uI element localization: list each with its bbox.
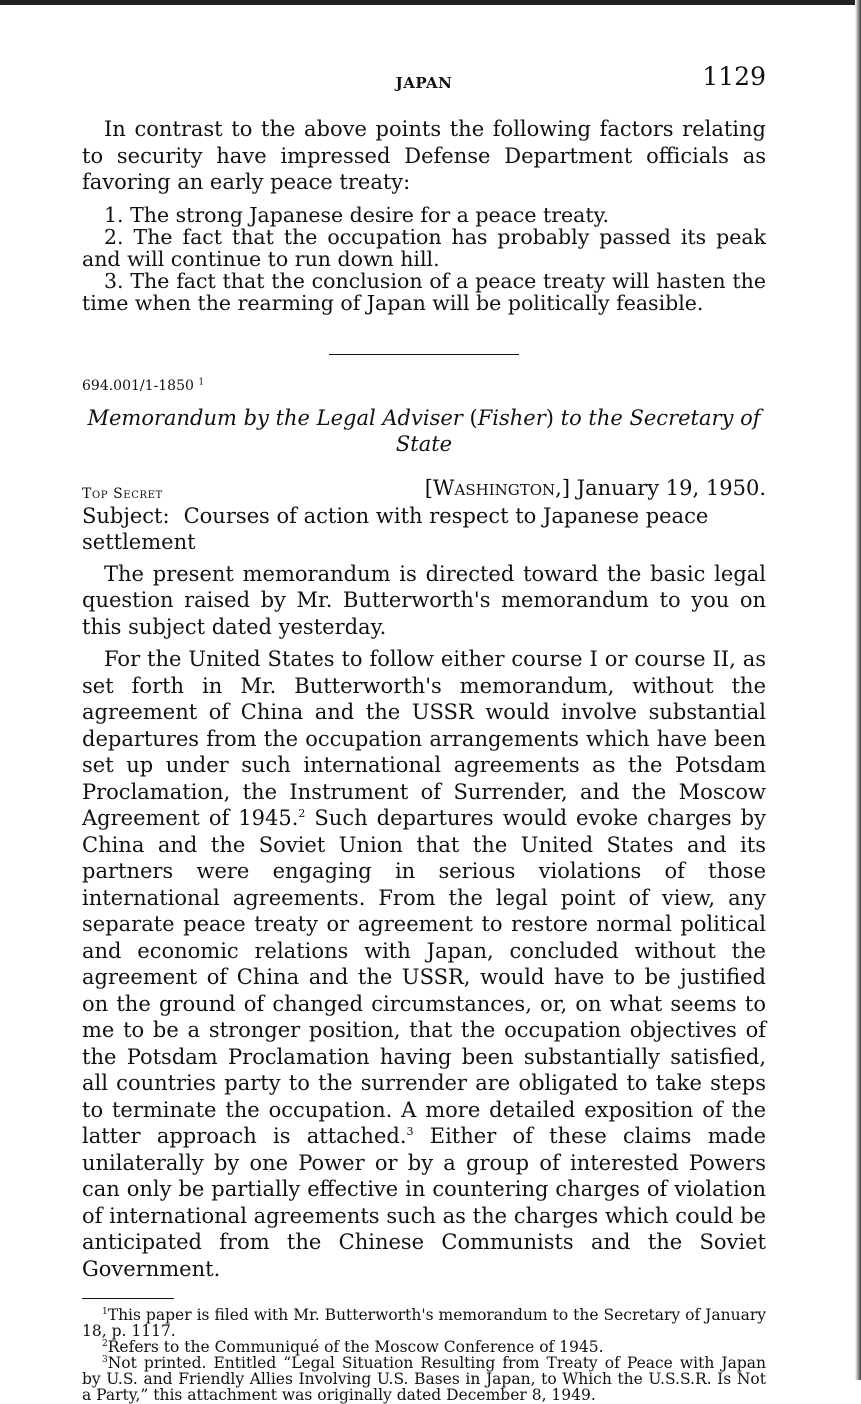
footnote-mark: 2 (102, 1338, 108, 1349)
place: Washington, (432, 475, 562, 500)
footnotes (82, 1307, 766, 1403)
paragraph-text: For the United States to follow either course I or course II, as set forth in Mr. Butterworth's memorandum, without the agreement of China and the USSR would involve substantial departures from the occupation arrangements which have been set up under such international agreements as the Potsdam Proclamation, the Instrument of Surrender, and the Moscow Agreement of 1945. (82, 647, 766, 830)
footnote-mark: 3 (102, 1354, 108, 1365)
top-border (0, 0, 861, 5)
file-reference (82, 377, 766, 395)
footnote-rule (82, 1298, 174, 1299)
page-edge-shadow (855, 0, 861, 1380)
footnote-marker: 1 (198, 376, 205, 387)
paragraph-text: Such departures would evoke charges by China and the Soviet Union that the United States and its partners were engaging in serious violations of those international agreements. From the legal point of view, any separate peace treaty or agreement to restore normal political and economic relations with Japan, concluded without the agreement of China and the USSR, would have to be justified on the ground of changed circumstances, or, on what seems to me to be a stronger position, that the occupation objectives of the Potsdam Proclamation having been substantially satisfied, all countries party to the surrender are obligated to take steps to terminate the occupation. A more detailed exposition of the latter approach is attached. (82, 806, 766, 1148)
subject-label: Subject: (82, 503, 170, 528)
date: January 19, 1950. (576, 475, 766, 500)
list-item: 2. The fact that the occupation has probably passed its peak and will continue to run down hill. (82, 224, 766, 271)
footnote-text: Not printed. Entitled “Legal Situation Resulting from Treaty of Peace with Japan by U.S. and Friendly Allies Involving U.S. Bases in Japan, to Which the U.S.S.R. Is Not a Party,” this attachment was originally dated December 8, 1949. (82, 1354, 766, 1404)
subject-text: Courses of action with respect to Japanese peace settlement (82, 503, 709, 554)
footnote-text: Refers to the Communiqué of the Moscow Conference of 1945. (107, 1338, 604, 1356)
memo-paragraph-1: The present memorandum is directed toward the basic legal question raised by Mr. Butterworth's memorandum to you on this subject dated yesterday. (82, 561, 766, 639)
list-item: 1. The strong Japanese desire for a peace treaty. (104, 202, 610, 227)
classification: Top Secret (82, 485, 163, 502)
footnote (82, 1355, 766, 1403)
footnote-text: This paper is filed with Mr. Butterworth's memorandum to the Secretary of January 18, p. 1117. (82, 1306, 766, 1340)
memo-paragraph-2 (82, 646, 766, 1282)
list-item: 3. The fact that the conclusion of a peace treaty will hasten the time when the rearming of Japan will be politically feasible. (82, 268, 766, 315)
title-part-2: to the Secretary of State (395, 405, 761, 456)
subject-line (82, 503, 766, 555)
title-name: Fisher (477, 405, 546, 430)
dateline: [Washington,] January 19, 1950. (424, 475, 766, 500)
date-line (82, 475, 766, 503)
section-divider (329, 354, 519, 355)
footnote (82, 1339, 766, 1355)
footnote-mark: 1 (102, 1306, 108, 1317)
document-title: Memorandum by the Legal Adviser (Fisher) to the Secretary of State (87, 405, 761, 456)
factor-list (82, 204, 766, 314)
intro-paragraph: In contrast to the above points the following factors relating to security have impressed Defense Department officials as favoring an early peace treaty: (82, 117, 766, 194)
footnote-marker: 3 (406, 1125, 414, 1138)
page-header (82, 62, 766, 96)
footnote-marker: 2 (298, 807, 306, 820)
running-head: JAPAN (395, 74, 453, 92)
paragraph-text: Either of these claims made unilaterally by one Power or by a group of interested Powers can only be partially effective in countering charges of violation of international agreements such as the charges which could be anticipated from the Chinese Communists and the Soviet Government. (82, 1124, 766, 1281)
title-part-1: Memorandum by the Legal Adviser (87, 405, 463, 430)
page-body (82, 116, 766, 1403)
footnote (82, 1307, 766, 1339)
page-number: 1129 (702, 62, 766, 91)
file-reference-number: 694.001/1-1850 (82, 377, 194, 394)
